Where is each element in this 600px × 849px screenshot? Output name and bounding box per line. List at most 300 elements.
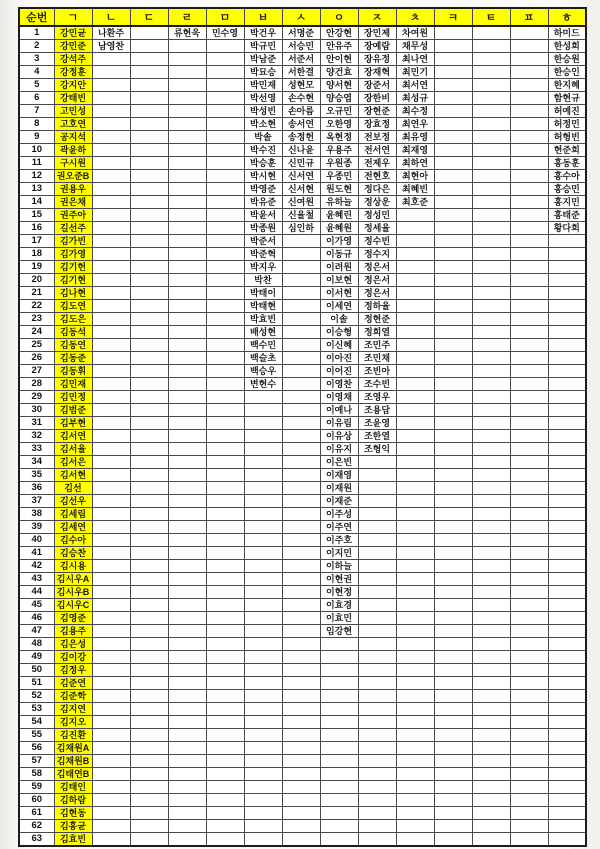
name-cell [206,768,244,781]
name-cell [206,638,244,651]
name-cell [92,781,130,794]
name-cell [244,456,282,469]
name-cell [206,352,244,365]
name-cell: 김가빈 [54,235,92,248]
name-cell [472,131,510,144]
name-cell [472,755,510,768]
name-cell [206,248,244,261]
name-cell [548,599,586,612]
name-cell [510,339,548,352]
name-cell: 조민주 [358,339,396,352]
name-cell [130,248,168,261]
name-cell [92,534,130,547]
name-cell [434,235,472,248]
name-cell [358,469,396,482]
name-cell [396,495,434,508]
name-cell [320,768,358,781]
name-cell: 김현동 [54,807,92,820]
name-cell [548,534,586,547]
name-cell [396,443,434,456]
name-cell [130,92,168,105]
name-cell [358,651,396,664]
name-cell [244,820,282,833]
name-cell [92,248,130,261]
name-cell [130,274,168,287]
table-row [19,495,586,508]
name-cell [320,703,358,716]
row-number-cell: 59 [19,781,54,794]
table-row [19,456,586,469]
name-cell [244,781,282,794]
name-cell: 정상운 [358,196,396,209]
name-cell [168,586,206,599]
name-cell [92,391,130,404]
name-cell: 박규민 [244,40,282,53]
name-cell [510,664,548,677]
name-cell [434,781,472,794]
name-cell: 길선주 [54,222,92,235]
name-cell [510,170,548,183]
name-cell [434,79,472,92]
name-cell [130,820,168,833]
name-cell [282,781,320,794]
name-cell [434,586,472,599]
name-cell [244,482,282,495]
name-cell [548,573,586,586]
name-cell: 강지안 [54,79,92,92]
row-number-cell: 23 [19,313,54,326]
name-cell [206,417,244,430]
name-cell [92,768,130,781]
name-cell [168,313,206,326]
name-cell [396,287,434,300]
name-cell [282,443,320,456]
name-cell [282,482,320,495]
name-cell [92,716,130,729]
row-number-cell: 12 [19,170,54,183]
name-cell [206,157,244,170]
name-cell [510,820,548,833]
name-cell [206,755,244,768]
name-cell [206,404,244,417]
name-cell [130,677,168,690]
row-number-cell: 29 [19,391,54,404]
name-cell [320,651,358,664]
name-cell [130,807,168,820]
name-cell: 권주아 [54,209,92,222]
name-cell: 민수영 [206,26,244,40]
name-cell [92,365,130,378]
name-cell [510,599,548,612]
name-cell [358,534,396,547]
name-cell [92,625,130,638]
name-cell [168,690,206,703]
name-cell [244,729,282,742]
name-cell [548,638,586,651]
name-cell [358,729,396,742]
name-cell [434,261,472,274]
name-cell: 김범준 [54,404,92,417]
name-cell [548,703,586,716]
table-row [19,131,586,144]
name-cell: 강정훈 [54,66,92,79]
table-row [19,677,586,690]
name-cell [206,287,244,300]
name-cell [206,820,244,833]
name-cell [168,131,206,144]
name-cell [548,378,586,391]
name-cell [168,482,206,495]
name-cell [396,326,434,339]
name-cell [244,677,282,690]
name-cell [548,404,586,417]
name-cell [510,690,548,703]
name-cell: 차여원 [396,26,434,40]
name-cell [130,443,168,456]
name-cell [510,742,548,755]
name-cell [472,144,510,157]
name-cell [548,547,586,560]
name-cell [396,638,434,651]
header-cell-14: ㅎ [548,8,586,26]
name-cell [548,313,586,326]
name-cell [548,560,586,573]
name-cell [320,755,358,768]
name-cell [282,261,320,274]
name-cell [548,794,586,807]
name-cell [358,807,396,820]
name-cell [358,456,396,469]
name-cell [510,534,548,547]
name-cell [168,755,206,768]
name-cell [510,430,548,443]
name-cell [434,495,472,508]
name-cell [548,729,586,742]
name-cell [130,26,168,40]
table-row [19,599,586,612]
name-cell: 신민규 [282,157,320,170]
name-cell [510,261,548,274]
name-cell: 양승엽 [320,92,358,105]
name-cell [92,794,130,807]
name-cell: 최혜빈 [396,183,434,196]
row-number-cell: 11 [19,157,54,170]
name-cell [206,378,244,391]
name-cell [320,794,358,807]
name-cell [434,547,472,560]
name-cell [434,274,472,287]
name-cell [282,534,320,547]
name-cell [434,352,472,365]
name-cell: 정현준 [358,313,396,326]
name-cell [472,261,510,274]
name-cell [130,690,168,703]
name-cell [168,105,206,118]
name-cell [510,625,548,638]
name-cell [130,781,168,794]
name-cell [206,209,244,222]
name-cell [358,521,396,534]
name-cell: 김은성 [54,638,92,651]
name-cell: 최하연 [396,157,434,170]
header-cell-12: ㅌ [472,8,510,26]
name-cell [548,495,586,508]
table-row [19,820,586,833]
name-cell [206,625,244,638]
name-cell [168,417,206,430]
name-cell [282,768,320,781]
name-cell: 조한열 [358,430,396,443]
header-cell-7: ㅅ [282,8,320,26]
name-cell [282,274,320,287]
name-cell [206,612,244,625]
name-cell: 고민성 [54,105,92,118]
name-cell: 권용우 [54,183,92,196]
name-cell: 이하늘 [320,560,358,573]
name-cell: 서승민 [282,40,320,53]
name-cell [510,729,548,742]
name-cell [472,651,510,664]
name-cell [396,664,434,677]
name-cell [92,326,130,339]
name-cell: 우종민 [320,170,358,183]
name-cell [472,495,510,508]
name-cell [206,300,244,313]
name-cell [434,677,472,690]
name-cell: 김선우 [54,495,92,508]
table-row [19,547,586,560]
name-cell [548,365,586,378]
name-cell [434,612,472,625]
table-row [19,833,586,847]
name-cell [244,508,282,521]
name-cell: 홍태준 [548,209,586,222]
table-row [19,287,586,300]
name-cell [244,638,282,651]
name-cell: 정하율 [358,300,396,313]
table-row [19,729,586,742]
name-cell [472,66,510,79]
name-cell [396,586,434,599]
row-number-cell: 36 [19,482,54,495]
name-cell [358,833,396,847]
name-cell: 이주성 [320,508,358,521]
name-cell [548,482,586,495]
name-cell [510,703,548,716]
name-cell: 박묘승 [244,66,282,79]
table-row [19,248,586,261]
name-cell [510,521,548,534]
name-cell [206,807,244,820]
name-cell [168,235,206,248]
name-cell [472,547,510,560]
name-cell [92,495,130,508]
name-cell [130,703,168,716]
row-number-cell: 43 [19,573,54,586]
name-cell: 이보현 [320,274,358,287]
name-cell: 오한영 [320,118,358,131]
name-cell [396,274,434,287]
name-cell [244,417,282,430]
name-cell: 허형빈 [548,131,586,144]
table-row [19,313,586,326]
table-row [19,794,586,807]
name-cell [548,443,586,456]
name-cell [320,833,358,847]
name-cell: 이어진 [320,365,358,378]
row-number-cell: 38 [19,508,54,521]
name-cell [396,612,434,625]
name-cell [168,352,206,365]
name-cell [282,651,320,664]
name-cell [92,131,130,144]
name-cell [168,495,206,508]
name-cell [510,222,548,235]
name-cell [130,209,168,222]
name-cell [168,196,206,209]
name-cell [282,794,320,807]
name-cell: 조수빈 [358,378,396,391]
name-cell [168,430,206,443]
name-cell [358,586,396,599]
name-cell [434,638,472,651]
name-cell [282,677,320,690]
table-row [19,365,586,378]
name-cell [92,53,130,66]
name-cell [206,716,244,729]
name-cell [434,326,472,339]
row-number-cell: 48 [19,638,54,651]
name-cell: 김서율 [54,443,92,456]
name-cell [396,248,434,261]
row-number-cell: 60 [19,794,54,807]
name-cell: 정은서 [358,287,396,300]
name-cell: 이유상 [320,430,358,443]
name-cell [396,404,434,417]
name-cell [92,352,130,365]
name-cell [548,833,586,847]
name-cell: 박선영 [244,92,282,105]
name-cell: 박찬 [244,274,282,287]
name-cell [244,391,282,404]
name-cell [434,157,472,170]
row-number-cell: 14 [19,196,54,209]
name-cell [130,612,168,625]
row-number-cell: 2 [19,40,54,53]
name-cell: 서명준 [282,26,320,40]
table-row [19,404,586,417]
name-cell [168,339,206,352]
name-cell [434,807,472,820]
name-cell [130,547,168,560]
name-cell [130,261,168,274]
name-cell [434,521,472,534]
name-cell [168,456,206,469]
name-cell: 변현수 [244,378,282,391]
name-cell [510,326,548,339]
name-cell [472,833,510,847]
name-cell [396,729,434,742]
name-cell: 서준서 [282,53,320,66]
name-cell [472,430,510,443]
name-cell [510,404,548,417]
name-cell [434,625,472,638]
row-number-cell: 41 [19,547,54,560]
name-cell [244,794,282,807]
name-cell [168,729,206,742]
name-cell [244,521,282,534]
name-cell [282,521,320,534]
table-row [19,534,586,547]
name-cell: 김시우B [54,586,92,599]
table-row [19,742,586,755]
name-cell: 최서연 [396,79,434,92]
table-row [19,625,586,638]
name-cell [92,833,130,847]
name-cell [472,404,510,417]
name-cell [206,391,244,404]
name-cell [510,833,548,847]
name-cell: 정세율 [358,222,396,235]
name-cell: 장민제 [358,26,396,40]
name-cell: 김서은 [54,456,92,469]
name-cell [548,235,586,248]
table-row [19,703,586,716]
row-number-cell: 34 [19,456,54,469]
name-cell [510,547,548,560]
name-cell [396,625,434,638]
name-cell [510,573,548,586]
name-cell [396,352,434,365]
name-cell [510,40,548,53]
name-cell [510,92,548,105]
name-cell [130,560,168,573]
name-cell [206,430,244,443]
name-cell [168,599,206,612]
name-cell [396,430,434,443]
row-number-cell: 22 [19,300,54,313]
name-cell [244,625,282,638]
name-cell [168,118,206,131]
name-cell: 장재혁 [358,66,396,79]
name-cell: 이유지 [320,443,358,456]
name-cell [130,378,168,391]
name-cell [358,742,396,755]
name-cell [282,391,320,404]
name-cell [92,170,130,183]
name-cell [206,651,244,664]
name-cell [510,638,548,651]
name-cell: 옥현정 [320,131,358,144]
table-row [19,521,586,534]
name-cell: 강태빈 [54,92,92,105]
name-cell: 김서현 [54,469,92,482]
roster-table-head [19,8,586,26]
name-cell: 김준연 [54,677,92,690]
name-cell: 김수아 [54,534,92,547]
name-cell [92,469,130,482]
roster-table-body [19,26,586,846]
name-cell [244,586,282,599]
name-cell [472,157,510,170]
name-cell: 이현정 [320,586,358,599]
name-cell [206,560,244,573]
name-cell [434,833,472,847]
name-cell: 최나연 [396,53,434,66]
name-cell [396,703,434,716]
name-cell [168,378,206,391]
name-cell [130,79,168,92]
